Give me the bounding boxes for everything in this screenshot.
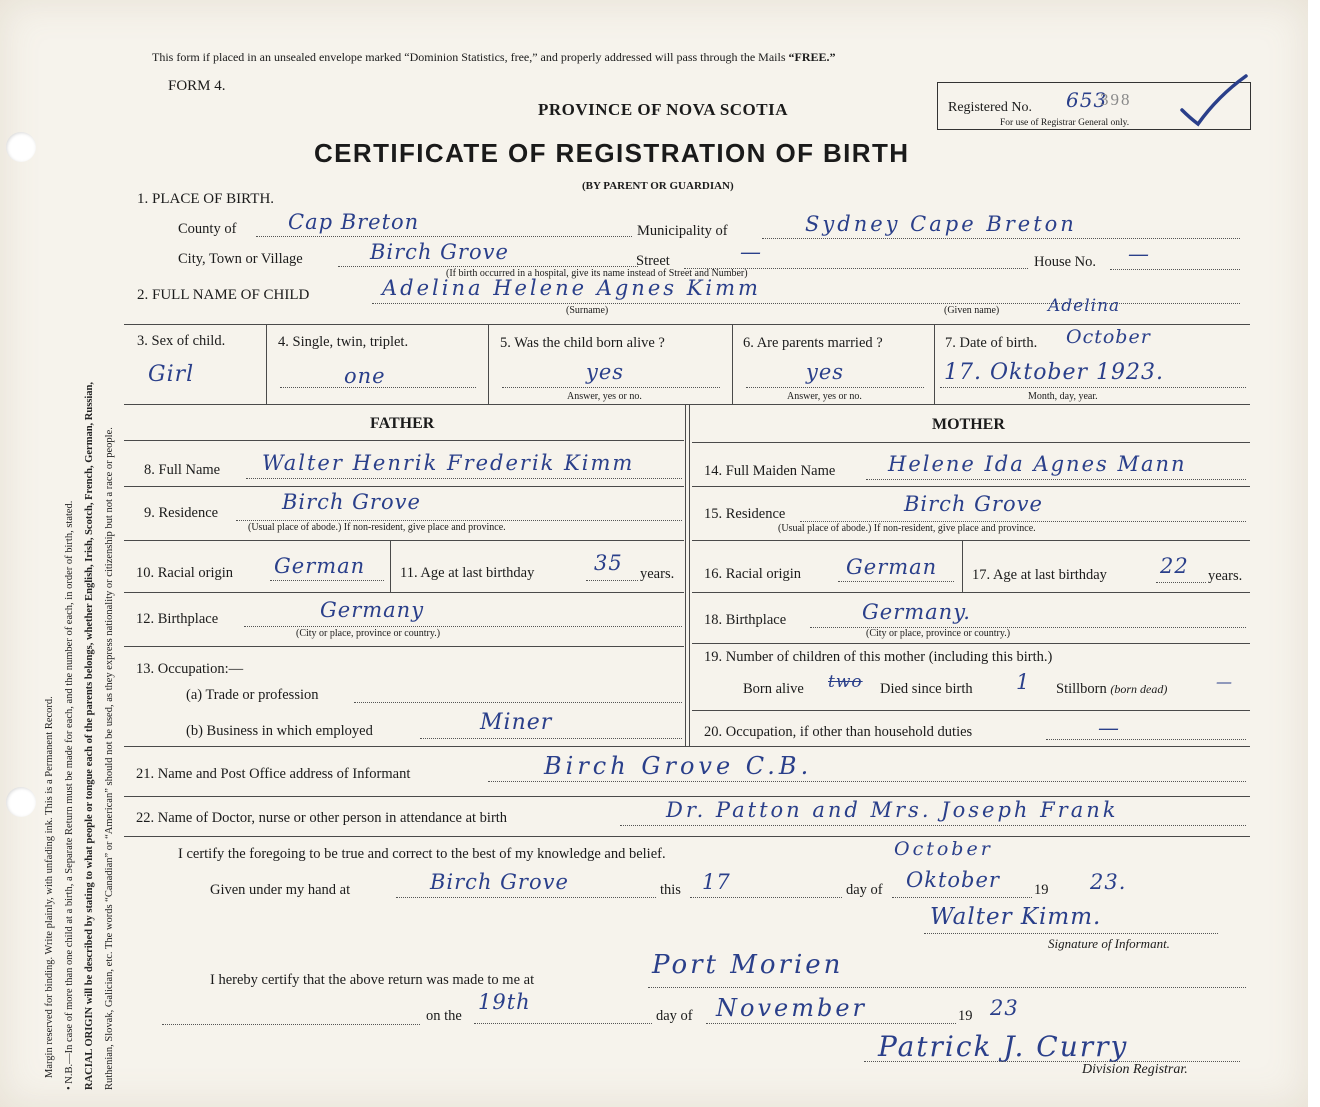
informant-address-label: 21. Name and Post Office address of Informant [136,766,411,782]
father-name-value: Walter Henrik Frederik Kimm [262,451,635,475]
given-year-value: 23. [1090,870,1127,894]
informant-address-value: Birch Grove C.B. [544,752,813,780]
this-label: this [660,882,681,898]
mother-abode-note: (Usual place of abode.) If non-resident, give place and province. [778,523,1036,534]
registrar-signature: Patrick J. Curry [878,1030,1129,1063]
registrar-year-prefix: 19 [958,1008,973,1024]
municipality-label: Municipality of [637,223,728,239]
mother-birthplace-label: 18. Birthplace [704,612,787,628]
father-business-value: Miner [480,710,553,735]
sex-label: 3. Sex of child. [137,333,226,349]
died-label: Died since birth [880,681,973,697]
plurality-value: one [344,364,386,388]
mother-age-label: 17. Age at last birthday [972,567,1107,583]
doctor-value: Dr. Patton and Mrs. Joseph Frank [666,798,1119,822]
city-label: City, Town or Village [178,251,303,267]
mother-children-label: 19. Number of children of this mother (including this birth.) [704,649,1053,665]
informant-signature: Walter Kimm. [930,904,1102,930]
dob-correction: October [1066,326,1151,348]
sex-value: Girl [148,362,195,387]
registrar-statement: I hereby certify that the above return was made to me at [210,972,535,988]
married-answer-note: Answer, yes or no. [787,391,862,402]
registrar-day-value: 19th [478,990,531,1014]
given-day-of-label: day of [846,882,883,898]
father-trade-label: (a) Trade or profession [186,687,319,703]
check-mark-icon [1178,72,1250,132]
province-heading: PROVINCE OF NOVA SCOTIA [538,100,789,119]
child-name-value: Adelina Helene Agnes Kimm [382,276,761,300]
certificate-subtitle: (BY PARENT OR GUARDIAN) [582,180,734,192]
county-label: County of [178,221,237,237]
registered-number-stamp: 398 [1100,90,1132,109]
registered-note: For use of Registrar General only. [1000,118,1130,128]
certificate-title: CERTIFICATE OF REGISTRATION OF BIRTH [314,138,910,168]
place-heading: 1. PLACE OF BIRTH. [137,191,275,207]
municipality-value: Sydney Cape Breton [805,212,1077,236]
given-name-value: Adelina [1048,296,1121,316]
mother-racial-value: German [846,555,938,579]
division-registrar-caption: Division Registrar. [1082,1062,1188,1077]
mother-age-value: 22 [1160,554,1189,578]
father-years: years. [640,566,675,582]
dob-value: 17. Oktober 1923. [944,360,1165,385]
form-number: FORM 4. [168,78,226,94]
father-occupation-label: 13. Occupation:— [136,661,244,677]
hospital-note: (If birth occurred in a hospital, give its name instead of Street and Number) [446,268,748,279]
alive-value: yes [586,360,625,384]
mother-birthplace-value: Germany. [862,600,971,624]
mother-name-label: 14. Full Maiden Name [704,463,836,479]
given-year-prefix: 19 [1034,882,1049,898]
father-residence-label: 9. Residence [144,505,219,521]
margin-note-nb: • N.B.—In case of more than one child at a birth, a Separate Return must be made for each, and the number of each, in order of birth, stated. [64,500,75,1090]
registrar-place-value: Port Morien [652,950,844,980]
father-birthplace-note: (City or place, province or country.) [296,628,441,639]
on-the-label: on the [426,1008,462,1024]
street-label: Street [636,253,670,269]
city-value: Birch Grove [370,240,509,264]
house-value: — [1128,242,1150,266]
stillborn-label: Stillborn (born dead) [1056,681,1168,697]
born-alive-label: Born alive [743,681,804,697]
child-name-label: 2. FULL NAME OF CHILD [137,287,310,303]
mother-birthplace-note: (City or place, province or country.) [866,628,1011,639]
margin-note-binding: Margin reserved for binding. Write plainly, with unfading ink. This is a Permanent Record. [44,696,55,1078]
county-value: Cap Breton [288,210,420,234]
father-age-label: 11. Age at last birthday [400,565,535,581]
given-name-note: (Given name) [944,305,1000,316]
registered-label: Registered No. [948,100,1032,115]
given-place-value: Birch Grove [430,870,569,894]
informant-signature-caption: Signature of Informant. [1048,936,1170,951]
father-racial-value: German [274,554,366,578]
street-value: — [740,240,762,264]
father-age-value: 35 [594,551,623,575]
certify-statement: I certify the foregoing to be true and correct to the best of my knowledge and belief. [178,846,666,862]
mother-racial-label: 16. Racial origin [704,566,802,582]
alive-label: 5. Was the child born alive ? [500,335,665,351]
mother-residence-value: Birch Grove [904,492,1043,516]
dob-note: Month, day, year. [1028,391,1098,402]
born-alive-value: two [828,672,863,692]
postal-note: This form if placed in an unsealed envelope marked “Dominion Statistics, free,” and properly addressed will pass through the Mails “FREE.” [152,50,836,64]
punch-hole-bottom [6,787,36,817]
registrar-year-value: 23 [990,996,1019,1020]
father-name-label: 8. Full Name [144,462,221,478]
margin-note-racial-1: RACIAL ORIGIN will be described by stating to what people or tongue each of the parents belongs, whether English, Irish, Scotch, French, German, Russian, [84,381,95,1090]
given-month-correction: October [894,838,993,860]
mother-occupation-value: — [1098,716,1120,740]
house-label: House No. [1034,254,1097,270]
mother-residence-label: 15. Residence [704,506,786,522]
married-value: yes [806,360,845,384]
given-day-value: 17 [702,870,731,894]
father-birthplace-value: Germany [320,598,425,622]
mother-name-value: Helene Ida Agnes Mann [888,452,1187,476]
dob-label: 7. Date of birth. [945,335,1038,351]
father-abode-note: (Usual place of abode.) If non-resident, give place and province. [248,522,506,533]
father-racial-label: 10. Racial origin [136,565,234,581]
alive-answer-note: Answer, yes or no. [567,391,642,402]
given-month-value: Oktober [906,868,1000,892]
stillborn-value: — [1216,672,1233,691]
father-birthplace-label: 12. Birthplace [136,611,219,627]
mother-years: years. [1208,568,1243,584]
mother-occupation-label: 20. Occupation, if other than household duties [704,724,973,740]
surname-note: (Surname) [566,305,609,316]
doctor-label: 22. Name of Doctor, nurse or other person in attendance at birth [136,810,508,826]
given-label: Given under my hand at [210,882,351,898]
registrar-month-value: November [716,994,868,1022]
father-heading: FATHER [370,415,435,432]
father-residence-value: Birch Grove [282,490,421,514]
registered-number-hand: 653 [1066,88,1108,112]
father-business-label: (b) Business in which employed [186,723,373,739]
mother-heading: MOTHER [932,416,1005,433]
plurality-label: 4. Single, twin, triplet. [278,334,409,350]
died-value: 1 [1016,670,1031,694]
punch-hole-top [6,132,36,162]
margin-note-racial-2: Ruthenian, Slovak, Galician, etc. The words “Canadian” or “American” should not be used, as they express nationality or citizenship but not a race or people. [104,427,115,1090]
registrar-day-of-label: day of [656,1008,693,1024]
married-label: 6. Are parents married ? [743,335,883,351]
